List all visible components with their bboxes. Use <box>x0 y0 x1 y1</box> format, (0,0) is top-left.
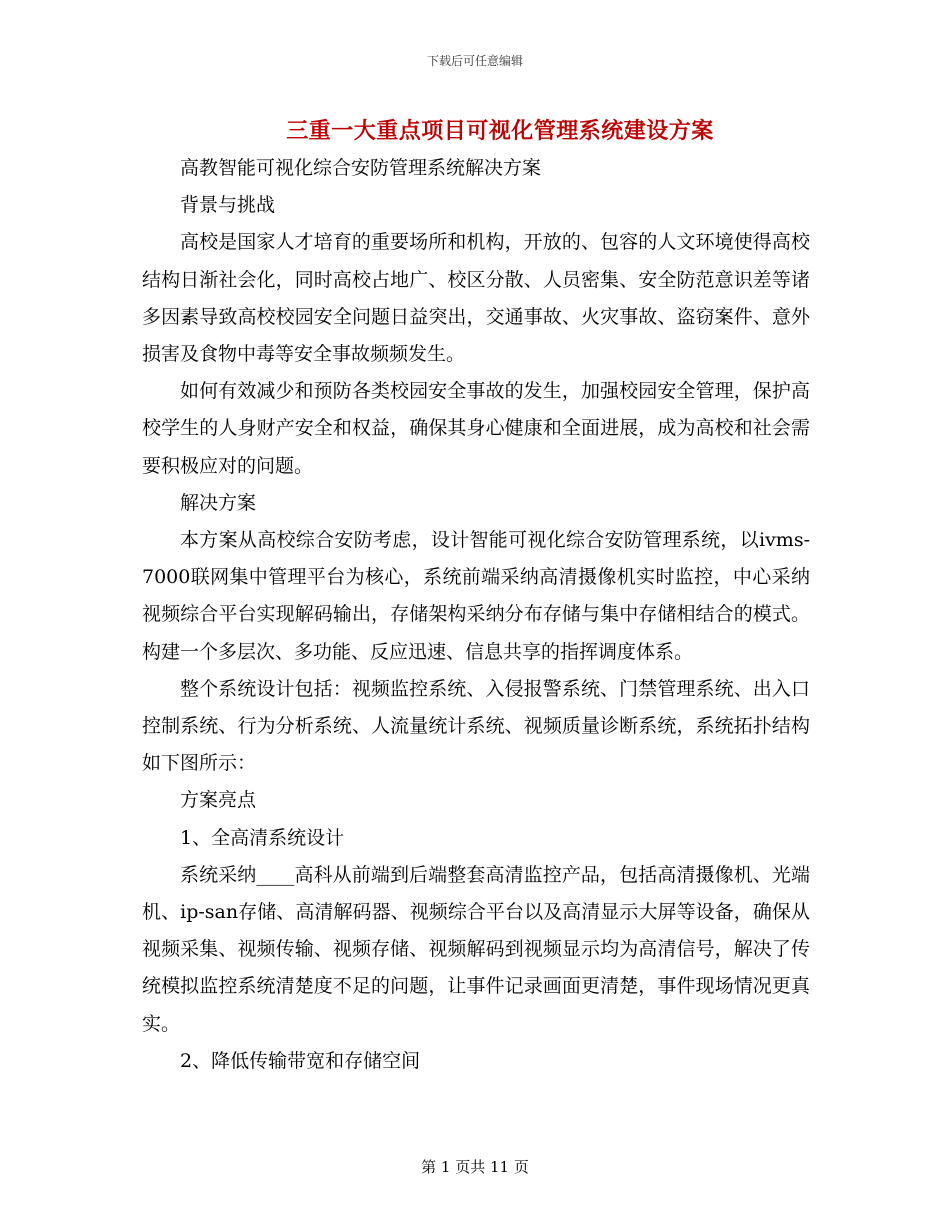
section-heading-solution: 解决方案 <box>180 491 257 514</box>
highlight-paragraph-1: 系统采纳____高科从前端到后端整套高清监控产品，包括高清摄像机、光端机、ip-san存储、高清解码器、视频综合平台以及高清显示大屏等设备，确保从视频采集、视频传输、视频存储、视频解码到视频显示均为高清信号，解决了传统模拟监控系统清楚度不足的问题，让事件记录画面更清楚，事件现场情况更真实。 <box>142 863 810 1035</box>
section-heading-highlights: 方案亮点 <box>180 789 257 812</box>
page-header-note: 下载后可任意编辑 <box>426 54 523 68</box>
document-body <box>142 150 810 1080</box>
page-number: 第 1 页共 11 页 <box>421 1158 529 1176</box>
system-design-paragraph: 整个系统设计包括：视频监控系统、入侵报警系统、门禁管理系统、出入口控制系统、行为分析系统、人流量统计系统、视频质量诊断系统，系统拓扑结构如下图所示： <box>142 677 810 775</box>
highlight-heading-2: 2、降低传输带宽和存储空间 <box>180 1049 421 1072</box>
solution-paragraph: 本方案从高校综合安防考虑，设计智能可视化综合安防管理系统，以ivms-7000联网集中管理平台为核心，系统前端采纳高清摄像机实时监控，中心采纳视频综合平台实现解码输出，存储架构采纳分布存储与集中存储相结合的模式。构建一个多层次、多功能、反应迅速、信息共享的指挥调度体系。 <box>142 529 810 663</box>
challenge-paragraph: 如何有效减少和预防各类校园安全事故的发生，加强校园安全管理，保护高校学生的人身财产安全和权益，确保其身心健康和全面进展，成为高校和社会需要积极应对的问题。 <box>142 380 810 477</box>
highlight-heading-1: 1、全高清系统设计 <box>180 826 345 849</box>
section-heading-background: 背景与挑战 <box>180 194 276 217</box>
background-paragraph: 高校是国家人才培育的重要场所和机构，开放的、包容的人文环境使得高校结构日渐社会化，同时高校占地广、校区分散、人员密集、安全防范意识差等诸多因素导致高校校园安全问题日益突出，交通事故、火灾事故、盗窃案件、意外损害及食物中毒等安全事故频频发生。 <box>142 231 810 366</box>
subtitle-paragraph: 高教智能可视化综合安防管理系统解决方案 <box>180 157 542 179</box>
document-title: 三重一大重点项目可视化管理系统建设方案 <box>286 118 714 144</box>
